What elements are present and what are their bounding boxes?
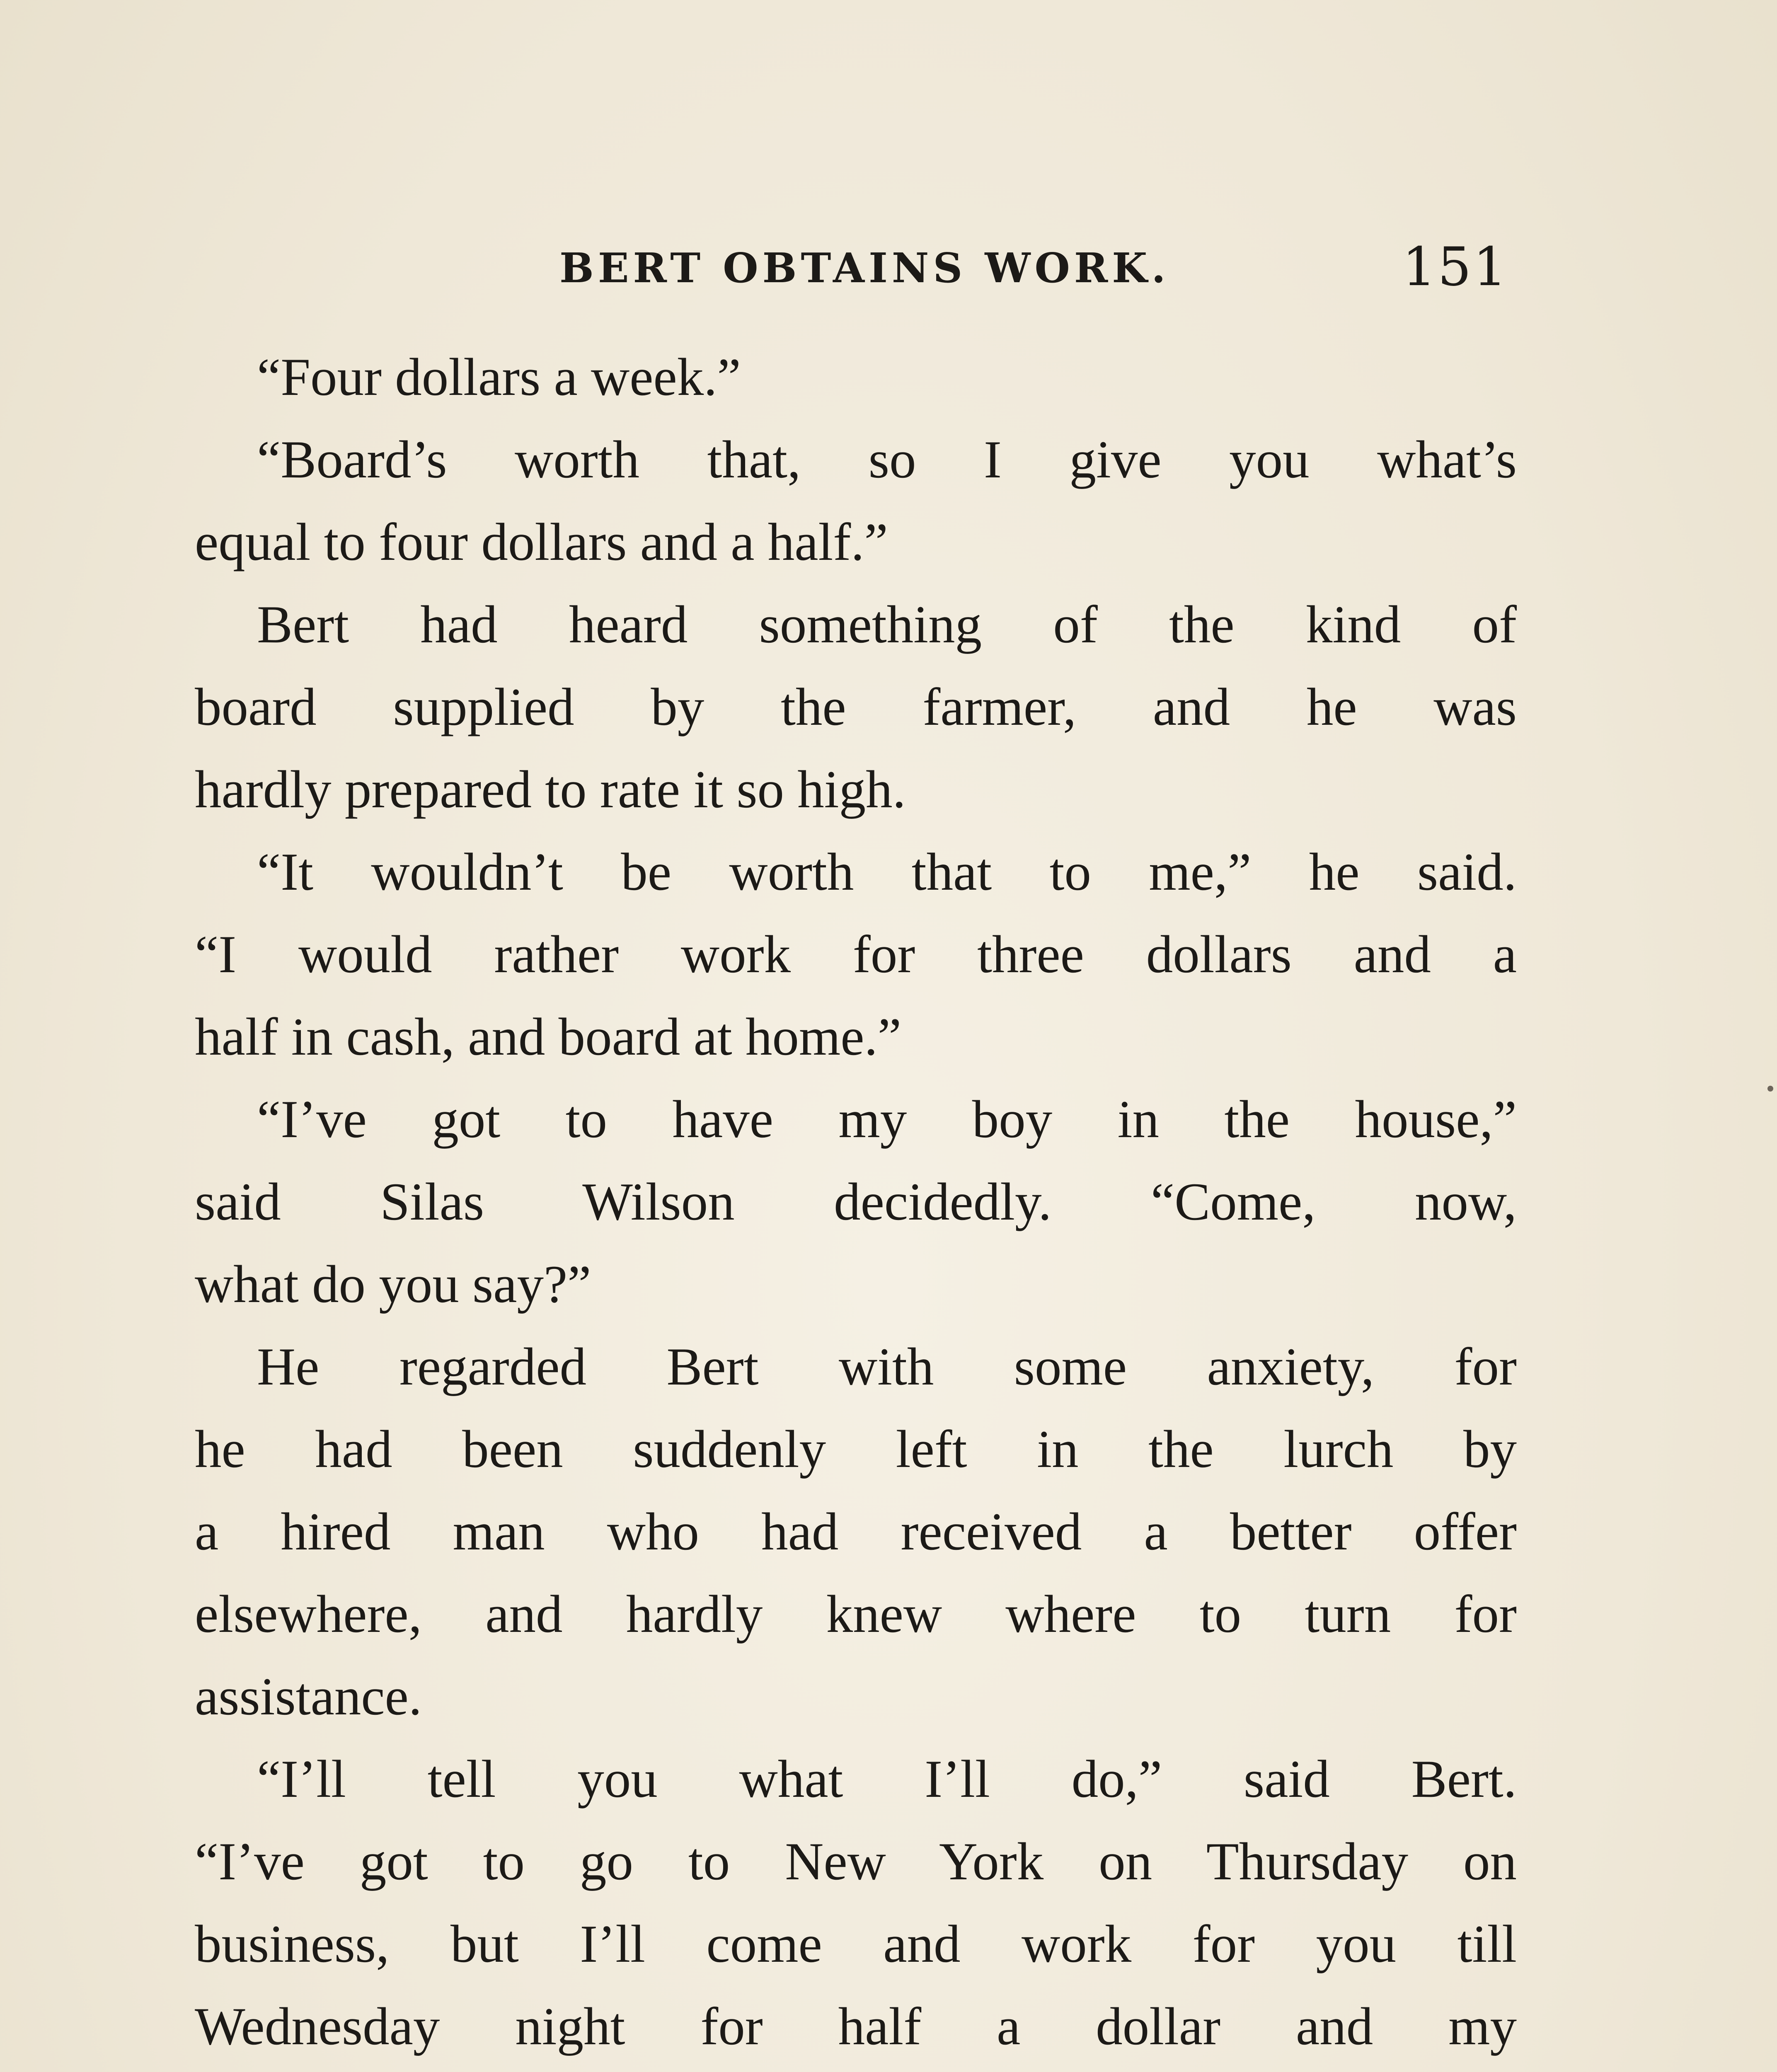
text-line: elsewhere, and hardly knew where to turn for (195, 1584, 1517, 1644)
text-line: “It wouldn’t be worth that to me,” he said. (257, 842, 1517, 901)
text-line: said Silas Wilson decidedly. “Come, now, (195, 1172, 1517, 1231)
page-number: 151 (1402, 236, 1508, 298)
text-line (195, 2067, 1517, 2072)
text-line: “I’ve got to go to New York on Thursday on (195, 1832, 1517, 1891)
paper-speck (1767, 1086, 1773, 1092)
text-line: “I would rather work for three dollars and a (195, 925, 1517, 984)
text-line: hardly prepared to rate it so high. (195, 760, 906, 819)
text-line: “I’ve got to have my boy in the house,” (257, 1089, 1517, 1149)
text-line: business, but I’ll come and work for you till (195, 1914, 1517, 1973)
text-line: Bert had heard something of the kind of (257, 595, 1517, 654)
text-line: “I’ll tell you what I’ll do,” said Bert. (257, 1749, 1517, 1808)
running-head (195, 236, 1517, 298)
text-line: equal to four dollars and a half.” (195, 512, 888, 571)
running-title: BERT OBTAINS WORK. (559, 244, 1170, 292)
text-line: half in cash, and board at home.” (195, 1007, 902, 1066)
body-text (195, 336, 1517, 2072)
text-line: Wednesday night for half a dollar and my (195, 1997, 1517, 2056)
text-line: a hired man who had received a better offer (195, 1502, 1517, 1561)
text-line: He regarded Bert with some anxiety, for (257, 1337, 1517, 1396)
text-line: assistance. (195, 1667, 422, 1726)
text-line: what do you say?” (195, 1254, 591, 1314)
text-line: board supplied by the farmer, and he was (195, 677, 1517, 736)
text-line: he had been suddenly left in the lurch by (195, 1419, 1517, 1479)
text-line: “Four dollars a week.” (257, 347, 741, 407)
text-line: “Board’s worth that, so I give you what’s (257, 430, 1517, 489)
